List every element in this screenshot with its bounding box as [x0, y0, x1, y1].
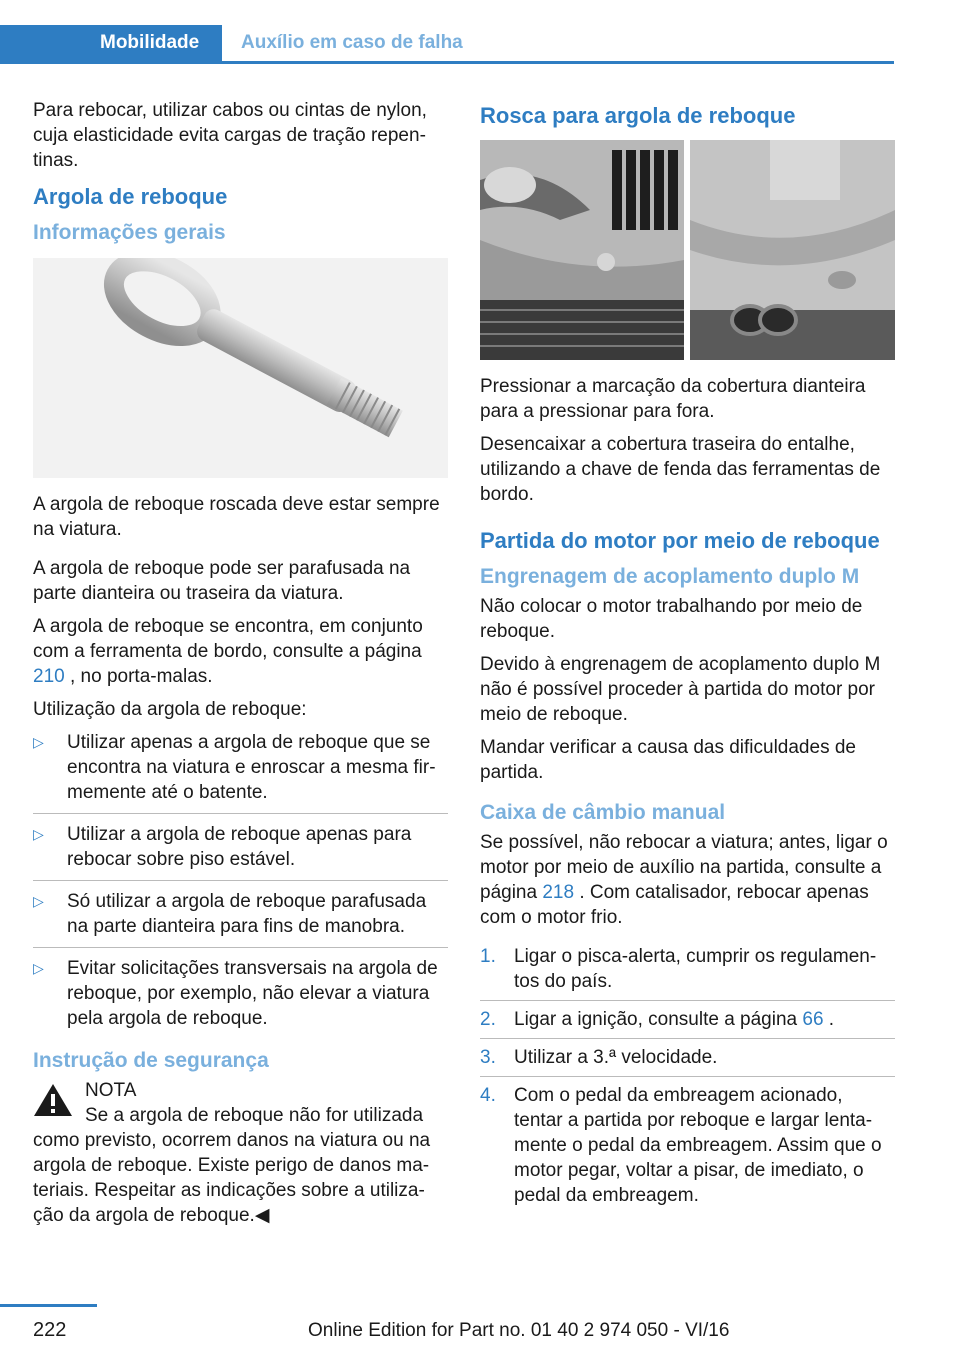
step-number: 4.	[480, 1085, 496, 1106]
triangle-bullet-icon: ▷	[33, 826, 44, 842]
tab-auxilio[interactable]: Auxílio em caso de falha	[241, 32, 463, 53]
left-column	[33, 98, 448, 1228]
heading-informacoes: Informações gerais	[33, 221, 226, 244]
edition-label: Online Edition for Part no. 01 40 2 974 050 - VI/16	[308, 1320, 730, 1341]
list-item-text: Só utilizar a argola de reboque parafusada na parte dianteira para fins de manobra.	[67, 891, 427, 937]
list-item	[480, 944, 895, 1001]
step-text-end: .	[823, 1009, 835, 1030]
heading-engrenagem: Engrenagem de acoplamento duplo M	[480, 565, 860, 588]
footer-accent-line	[0, 1304, 97, 1307]
rear-bumper-illustration	[690, 140, 895, 360]
tow-hook-illustration	[33, 258, 448, 478]
intro-paragraph: Para rebocar, utilizar cabos ou cintas de nylon, cuja elasticidade evita cargas de tração repentinas.	[33, 100, 427, 171]
paragraph-4: Utilização da argola de reboque:	[33, 699, 307, 720]
paragraph-3-text: A argola de reboque se encontra, em conjunto com a ferramenta de bordo, consulte a página	[33, 616, 423, 662]
step-text: Ligar a ignição, consulte a página	[514, 1009, 803, 1030]
heading-rosca: Rosca para argola de reboque	[480, 103, 796, 128]
step-text: Com o pedal da embreagem acionado, tentar a partida por reboque e largar lentamente o pedal da embreagem. Assim que o motor pegar, voltar a pisar, de imediato, o pedal da embreagem.	[514, 1085, 882, 1206]
triangle-bullet-icon: ▷	[33, 960, 44, 976]
paragraph-r1: Pressionar a marcação da cobertura dianteira para a pressionar para fora.	[480, 376, 866, 422]
paragraph-r3: Não colocar o motor trabalhando por meio de reboque.	[480, 596, 863, 642]
page-link-218[interactable]: 218	[542, 882, 575, 903]
heading-caixa: Caixa de câmbio manual	[480, 801, 726, 824]
right-column	[480, 98, 895, 1214]
heading-argola: Argola de reboque	[33, 184, 228, 209]
page-link-66[interactable]: 66	[802, 1009, 824, 1030]
paragraph-r5: Mandar verificar a causa das dificuldades de partida.	[480, 737, 856, 783]
warning-triangle-icon	[33, 1082, 73, 1118]
list-item-text: Evitar solicitações transversais na argola de reboque, por exemplo, não elevar a viatura pela argola de reboque.	[67, 958, 438, 1029]
paragraph-2: A argola de reboque pode ser parafusada na parte dianteira ou traseira da viatura.	[33, 558, 411, 604]
chapter-header	[0, 25, 894, 64]
step-text: Ligar o pisca-alerta, cumprir os regulamentos do país.	[514, 946, 877, 992]
list-item	[33, 730, 448, 814]
paragraph-r2: Desencaixar a cobertura traseira do entalhe, utilizando a chave de fenda das ferramentas de bordo.	[480, 434, 881, 505]
paragraph-3-end: , no porta-malas.	[64, 666, 213, 687]
paragraph-r6-text: Se possível, não rebocar a viatura; antes, ligar o motor por meio de auxílio na partida, consulte a página	[480, 832, 888, 903]
triangle-bullet-icon: ▷	[33, 893, 44, 909]
paragraph-1: A argola de reboque roscada deve estar sempre na viatura.	[33, 494, 440, 540]
heading-seguranca: Instrução de segurança	[33, 1049, 269, 1072]
list-item-text: Utilizar a argola de reboque apenas para rebocar sobre piso estável.	[67, 824, 412, 870]
steps-list	[480, 944, 895, 1208]
step-text: Utilizar a 3.ª velocidade.	[514, 1047, 718, 1068]
step-number: 3.	[480, 1047, 496, 1068]
list-item	[33, 889, 448, 948]
step-number: 2.	[480, 1009, 496, 1030]
list-item	[33, 822, 448, 881]
list-item	[480, 1045, 895, 1077]
bumper-images	[480, 140, 895, 360]
step-number: 1.	[480, 946, 496, 967]
paragraph-r6-end: . Com catalisador, rebocar apenas com o motor frio.	[480, 882, 869, 928]
tab-mobilidade-label: Mobilidade	[100, 32, 200, 53]
usage-list	[33, 730, 448, 1031]
paragraph-r4: Devido à engrenagem de acoplamento duplo M não é possível proceder à partida do motor por meio de reboque.	[480, 654, 881, 725]
paragraph-r6	[480, 830, 895, 930]
tow-hook-image	[33, 258, 448, 478]
paragraph-3	[33, 614, 448, 689]
warning-title: NOTA	[85, 1080, 137, 1101]
page-number: 222	[33, 1319, 67, 1341]
heading-partida: Partida do motor por meio de reboque	[480, 528, 880, 553]
tab-mobilidade[interactable]	[0, 25, 222, 61]
page-link-210[interactable]: 210	[33, 666, 65, 687]
list-item	[33, 956, 448, 1031]
warning-text: Se a argola de reboque não for utilizada como previsto, ocorrem danos na viatura ou na argola de reboque. Existe perigo de danos materiais. Respeitar as indicações sobre a utilização da argola de reboque.◀	[33, 1105, 431, 1226]
warning-note	[33, 1078, 448, 1228]
triangle-bullet-icon: ▷	[33, 734, 44, 750]
list-item	[480, 1007, 895, 1039]
list-item	[480, 1083, 895, 1208]
list-item-text: Utilizar apenas a argola de reboque que se encontra na viatura e enroscar a mesma firmemente até o batente.	[67, 732, 436, 803]
